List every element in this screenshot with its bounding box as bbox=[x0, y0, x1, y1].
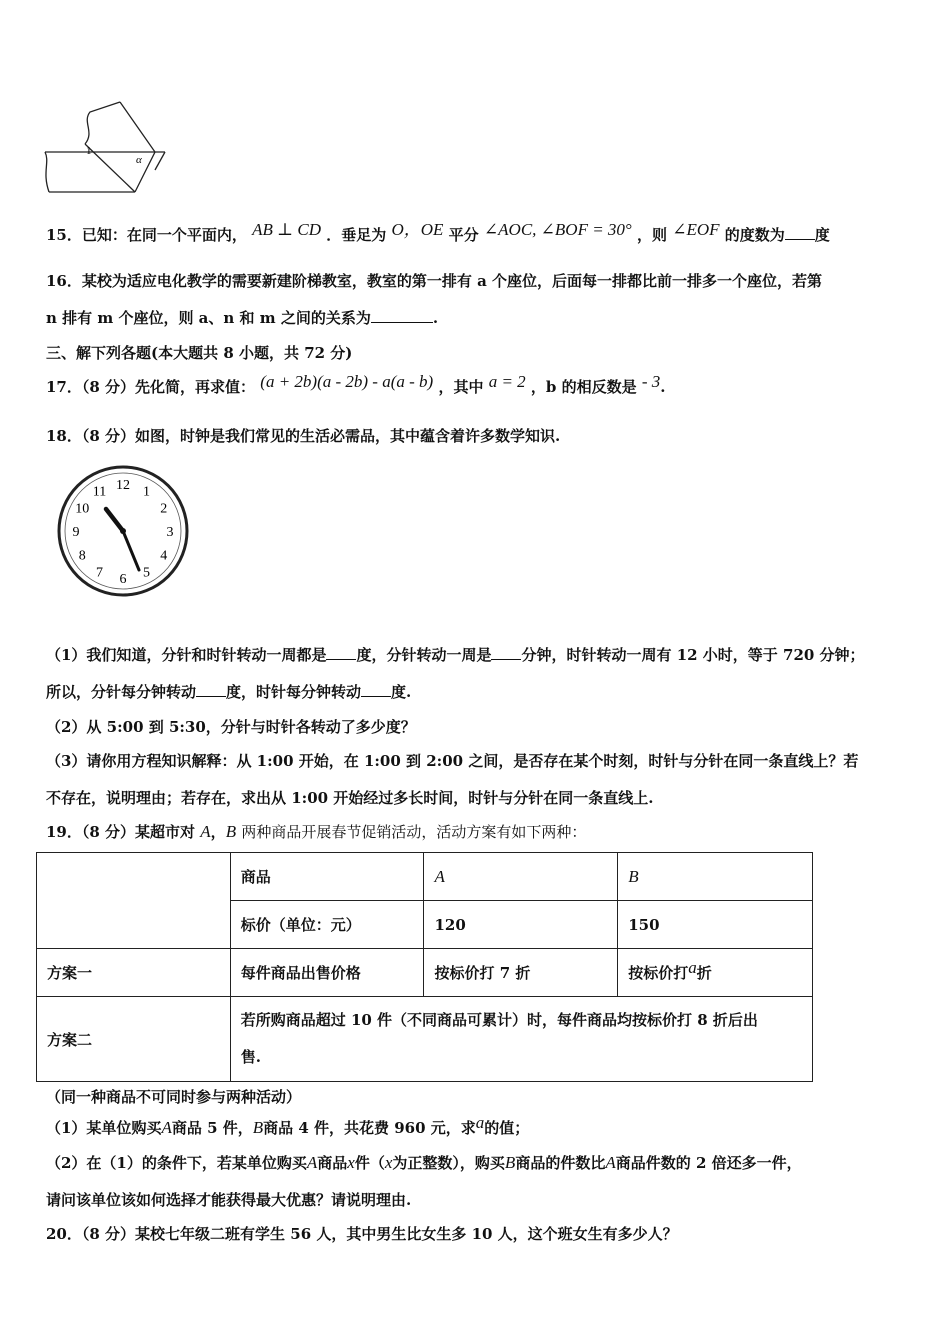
question-20: 20．（8 分）某校七年级二班有学生 56 人，其中男生比女生多 10 人，这个班女生有多少人？ bbox=[46, 1225, 678, 1243]
table-plan-1-label: 方案一 bbox=[37, 949, 231, 997]
q15-text: 度 bbox=[814, 226, 830, 244]
q19-text: 若所购商品超过 10 件（不同商品可累计）时，每件商品均按标价打 8 折后出 bbox=[240, 1011, 758, 1029]
q19-var: A bbox=[306, 1153, 318, 1172]
q19-text: 按标价打 bbox=[628, 964, 689, 982]
q19-text: ， bbox=[210, 823, 226, 841]
q19-var: B bbox=[628, 866, 639, 886]
q15-math-eof: ∠EOF bbox=[672, 220, 720, 239]
question-16-line-2 bbox=[46, 307, 438, 328]
q19-text: 19．（8 分）某超市对 bbox=[46, 823, 196, 841]
question-19-part-1 bbox=[46, 1113, 530, 1138]
folded-strip-figure bbox=[40, 92, 170, 202]
table-header-b bbox=[618, 853, 813, 901]
clock-numeral-3: 3 bbox=[166, 525, 174, 540]
q17-b-opposite: - 3 bbox=[641, 372, 661, 391]
q18-text: 度，时针每分钟转动 bbox=[226, 683, 362, 701]
q19-text: 两种商品开展春节促销活动，活动方案有如下两种： bbox=[241, 823, 587, 841]
q19-text: 为正整数），购买 bbox=[392, 1154, 505, 1172]
q17-text: ，b 的相反数是 bbox=[530, 378, 637, 396]
answer-blank[interactable] bbox=[196, 682, 226, 697]
q19-text: 件（ bbox=[354, 1154, 385, 1172]
q18-text: 所以，分针每分钟转动 bbox=[46, 683, 197, 701]
q15-text: 的度数为 bbox=[724, 226, 785, 244]
q19-text: 折 bbox=[696, 964, 712, 982]
table-price-label: 标价（单位：元） bbox=[230, 901, 424, 949]
q18-text: （1）我们知道，分针和时针转动一周都是 bbox=[46, 646, 327, 664]
q17-a-value: a = 2 bbox=[488, 372, 526, 391]
q19-var: A bbox=[434, 866, 445, 886]
q15-text: 平分 bbox=[448, 226, 479, 244]
question-19-part-2-line-2: 请问该单位该如何选择才能获得最大优惠？请说明理由. bbox=[46, 1191, 412, 1209]
q19-var: x bbox=[384, 1153, 393, 1172]
clock-numeral-1: 1 bbox=[143, 484, 150, 500]
q19-text: 的值； bbox=[484, 1119, 530, 1137]
question-18-part-3-line-1: （3）请你用方程知识解释：从 1:00 开始，在 1:00 到 2:00 之间，是否存在某个时刻，时针与分针在同一条直线上？若 bbox=[46, 752, 859, 770]
q19-text: 商品件数的 2 倍还多一件， bbox=[615, 1154, 802, 1172]
clock-numeral-7: 7 bbox=[96, 565, 103, 581]
q18-text: 度. bbox=[391, 683, 412, 701]
question-16-line-1: 16．某校为适应电化教学的需要新建阶梯教室，教室的第一排有 a 个座位，后面每一排都比前一排多一个座位，若第 bbox=[46, 272, 823, 290]
clock-numeral-12: 12 bbox=[116, 478, 130, 493]
table-plan-2-label: 方案二 bbox=[37, 997, 231, 1082]
table-plan-1-desc: 每件商品出售价格 bbox=[230, 949, 424, 997]
clock-numeral-8: 8 bbox=[78, 548, 86, 564]
angle-1-label: 1 bbox=[86, 145, 92, 157]
question-18-part-3-line-2: 不存在，说明理由；若存在，求出从 1:00 开始经过多长时间，时针与分针在同一条直线上. bbox=[46, 789, 654, 807]
table-price-b: 150 bbox=[618, 901, 813, 949]
table-header-goods: 商品 bbox=[230, 853, 424, 901]
q19-text: 售. bbox=[240, 1048, 261, 1066]
q18-text: 度，分针转动一周是 bbox=[356, 646, 492, 664]
clock-numeral-10: 10 bbox=[75, 501, 90, 517]
q19-text: 商品 5 件， bbox=[171, 1119, 253, 1137]
q17-expression: (a + 2b)(a - 2b) - a(a - b) bbox=[260, 372, 434, 391]
q19-var: a bbox=[688, 958, 697, 977]
q19-text: 商品 bbox=[317, 1154, 348, 1172]
answer-blank[interactable] bbox=[371, 308, 433, 323]
answer-blank[interactable] bbox=[491, 645, 521, 660]
q16-text: . bbox=[432, 309, 439, 327]
answer-blank[interactable] bbox=[785, 225, 815, 240]
q15-text: ．垂足为 bbox=[326, 226, 387, 244]
table-plan-2-desc bbox=[230, 997, 812, 1082]
clock-numeral-4: 4 bbox=[160, 548, 168, 564]
q19-text: （1）某单位购买 bbox=[46, 1119, 162, 1137]
table-plan-1-b bbox=[618, 949, 813, 997]
q15-math-perp: AB ⊥ CD bbox=[252, 220, 321, 239]
question-18-part-2: （2）从 5:00 到 5:30，分针与时针各转动了多少度？ bbox=[46, 718, 416, 736]
clock-numeral-6: 6 bbox=[119, 572, 127, 587]
q19-var: A bbox=[605, 1153, 616, 1172]
clock-numeral-2: 2 bbox=[160, 501, 168, 517]
q19-var: A bbox=[200, 822, 211, 841]
q19-text: 商品 4 件，共花费 960 元，求 bbox=[263, 1119, 476, 1137]
question-19-note: （同一种商品不可同时参与两种活动） bbox=[46, 1088, 302, 1106]
q19-text: （2）在（1）的条件下，若某单位购买 bbox=[46, 1154, 307, 1172]
question-19-part-2-line-1 bbox=[46, 1152, 802, 1173]
question-18-part-1-line-1 bbox=[46, 644, 865, 665]
q17-text: 17．（8 分）先化简，再求值： bbox=[46, 378, 256, 396]
answer-blank[interactable] bbox=[326, 645, 356, 660]
clock-numeral-5: 5 bbox=[143, 565, 150, 581]
q17-text: . bbox=[660, 378, 666, 396]
q15-text: 15．已知：在同一个平面内， bbox=[46, 226, 247, 244]
q15-math-point: O，OE bbox=[391, 220, 444, 239]
clock-numeral-11: 11 bbox=[92, 484, 107, 500]
table-plan-1-a: 按标价打 7 折 bbox=[424, 949, 618, 997]
q19-var: B bbox=[252, 1118, 264, 1137]
q19-var: B bbox=[225, 822, 237, 841]
q15-math-angles: ∠AOC, ∠BOF = 30° bbox=[483, 220, 632, 239]
section-3-heading: 三、解下列各题(本大题共 8 小题，共 72 分) bbox=[46, 344, 353, 362]
table-header-a bbox=[424, 853, 618, 901]
clock-figure bbox=[50, 465, 200, 600]
q19-text: 商品的件数比 bbox=[515, 1154, 606, 1172]
q19-var: A bbox=[161, 1118, 172, 1137]
table-empty-cell bbox=[37, 853, 231, 949]
question-19-intro bbox=[46, 821, 586, 842]
question-17 bbox=[46, 372, 666, 397]
answer-blank[interactable] bbox=[361, 682, 391, 697]
q15-text: ，则 bbox=[636, 226, 667, 244]
q19-var: B bbox=[504, 1153, 516, 1172]
promotion-table bbox=[36, 852, 813, 1082]
q19-var: x bbox=[347, 1153, 355, 1172]
angle-alpha-label: α bbox=[136, 154, 142, 166]
table-price-a: 120 bbox=[424, 901, 618, 949]
question-18-intro: 18．（8 分）如图，时钟是我们常见的生活必需品，其中蕴含着许多数学知识. bbox=[46, 427, 561, 445]
q16-text: n 排有 m 个座位，则 a、n 和 m 之间的关系为 bbox=[46, 309, 371, 327]
q18-text: 分钟，时针转动一周有 12 小时，等于 720 分钟； bbox=[521, 646, 865, 664]
question-15 bbox=[46, 220, 830, 245]
question-18-part-1-line-2 bbox=[46, 681, 411, 702]
q19-var: a bbox=[475, 1113, 485, 1132]
clock-numeral-9: 9 bbox=[72, 525, 80, 540]
q17-text: ，其中 bbox=[438, 378, 484, 396]
